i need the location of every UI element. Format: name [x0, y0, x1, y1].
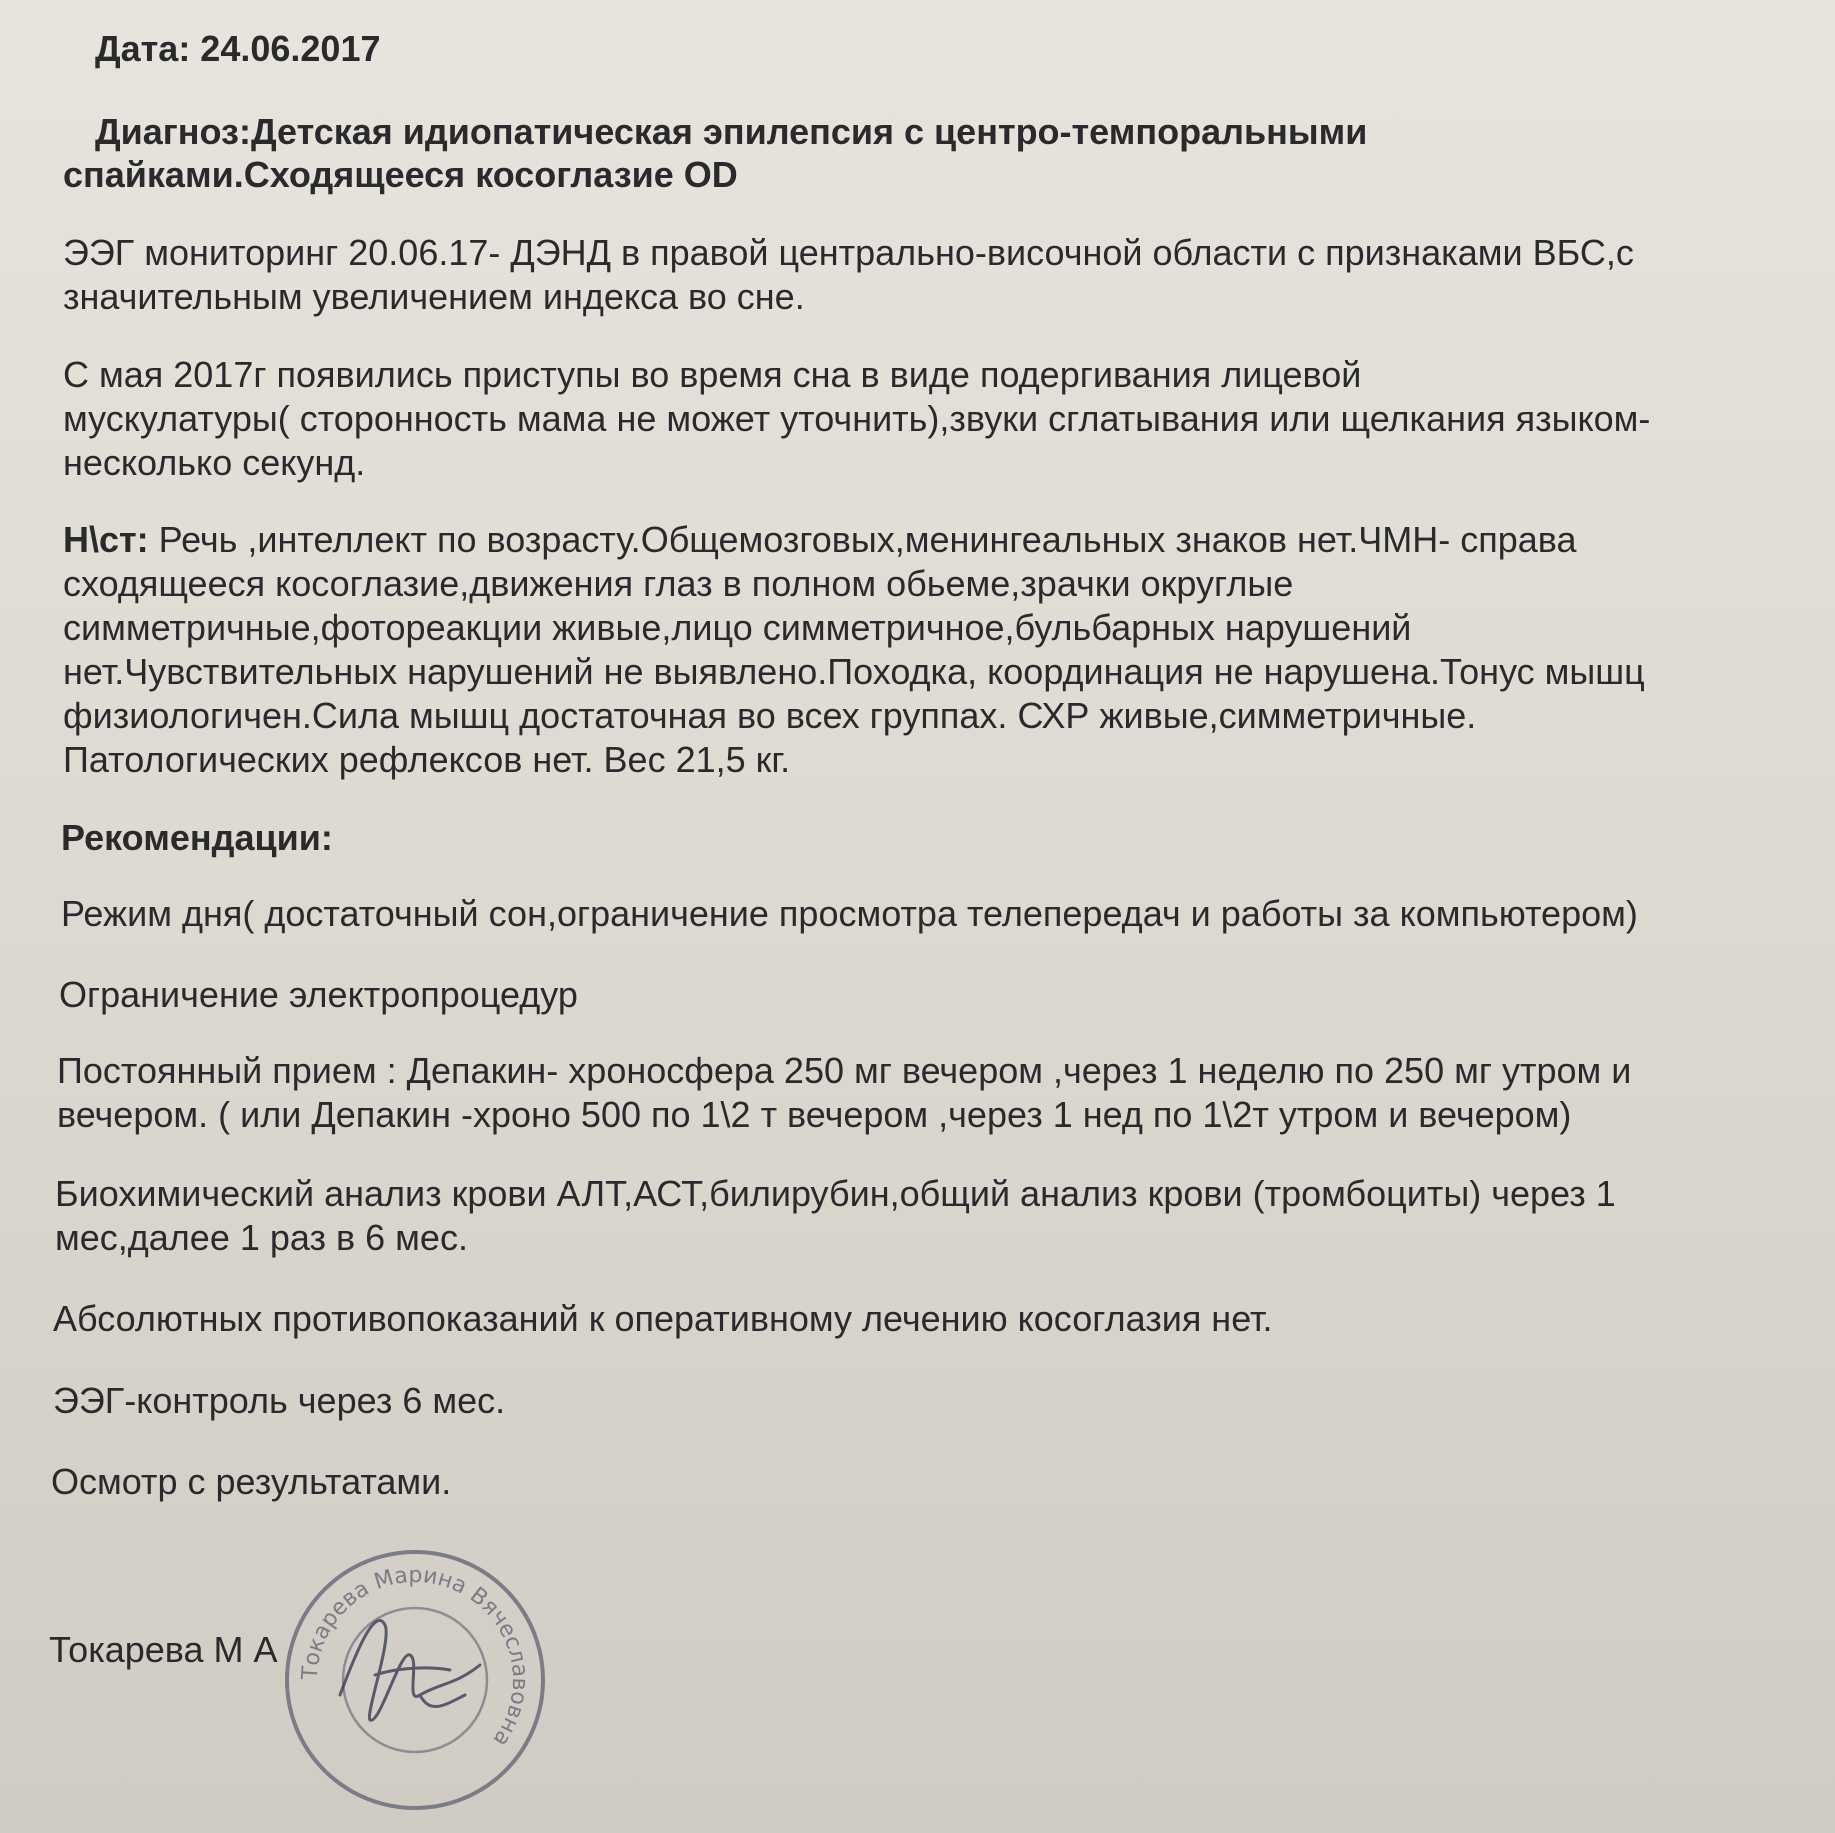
eeg-line-1: ЭЭГ мониторинг 20.06.17- ДЭНД в правой центрально-височной области с признаками ВБС,с: [63, 232, 1634, 273]
diagnosis-text-1: Детская идиопатическая эпилепсия с центро-темпоральными: [250, 111, 1368, 152]
recommendation-drug-line-2: вечером. ( или Депакин -хроно 500 по 1\2 т вечером ,через 1 нед по 1\2т утром и вечером): [57, 1094, 1572, 1135]
signature-name: Токарева М А: [49, 1629, 278, 1670]
history-line-2: мускулатуры( сторонность мама не может уточнить),звуки сглатывания или щелкания языком-: [63, 398, 1651, 439]
document-date: Дата: 24.06.2017: [95, 28, 381, 69]
doctor-stamp: [280, 1545, 550, 1815]
status-line-4: нет.Чувствительных нарушений не выявлено.Походка, координация не нарушена.Тонус мышц: [63, 651, 1645, 692]
recommendation-followup: Осмотр с результатами.: [51, 1461, 452, 1502]
history-line-3: несколько секунд.: [63, 442, 366, 483]
handwritten-signature: [340, 1620, 480, 1720]
recommendation-surgery: Абсолютных противопоказаний к оперативному лечению косоглазия нет.: [53, 1298, 1273, 1339]
status-line-1: [63, 518, 1577, 562]
status-label: Н\ст:: [63, 519, 149, 560]
diagnosis-line-2: спайками.Сходящееся косоглазие OD: [63, 154, 738, 195]
eeg-line-2: значительным увеличением индекса во сне.: [63, 276, 805, 317]
status-line-5: физиологичен.Сила мышц достаточная во всех группах. СХР живые,симметричные.: [63, 695, 1477, 736]
recommendation-blood-line-2: мес,далее 1 раз в 6 мес.: [55, 1217, 468, 1258]
diagnosis-line-1: [95, 110, 1367, 154]
status-text-1: Речь ,интеллект по возрасту.Общемозговых,менингеальных знаков нет.ЧМН- справа: [148, 519, 1577, 560]
stamp-text: Токарева Марина Вячеславовна: [297, 1562, 533, 1751]
recommendation-drug-line-1: Постоянный прием : Депакин- хроносфера 250 мг вечером ,через 1 неделю по 250 мг утром и: [57, 1050, 1632, 1091]
status-line-6: Патологических рефлексов нет. Вес 21,5 кг.: [63, 739, 791, 780]
recommendations-heading: Рекомендации:: [61, 817, 333, 858]
diagnosis-label: Диагноз:: [95, 111, 251, 152]
recommendation-electro: Ограничение электропроцедур: [59, 974, 578, 1015]
status-line-2: сходящееся косоглазие,движения глаз в полном обьеме,зрачки округлые: [63, 563, 1294, 604]
recommendation-eeg-control: ЭЭГ-контроль через 6 мес.: [53, 1380, 506, 1421]
status-line-3: симметричные,фотореакции живые,лицо симметричное,бульбарных нарушений: [63, 607, 1412, 648]
recommendation-regime: Режим дня( достаточный сон,ограничение просмотра телепередач и работы за компьютером): [61, 893, 1638, 934]
history-line-1: С мая 2017г появились приступы во время сна в виде подергивания лицевой: [63, 354, 1362, 395]
recommendation-blood-line-1: Биохимический анализ крови АЛТ,АСТ,билирубин,общий анализ крови (тромбоциты) через 1: [55, 1173, 1616, 1214]
